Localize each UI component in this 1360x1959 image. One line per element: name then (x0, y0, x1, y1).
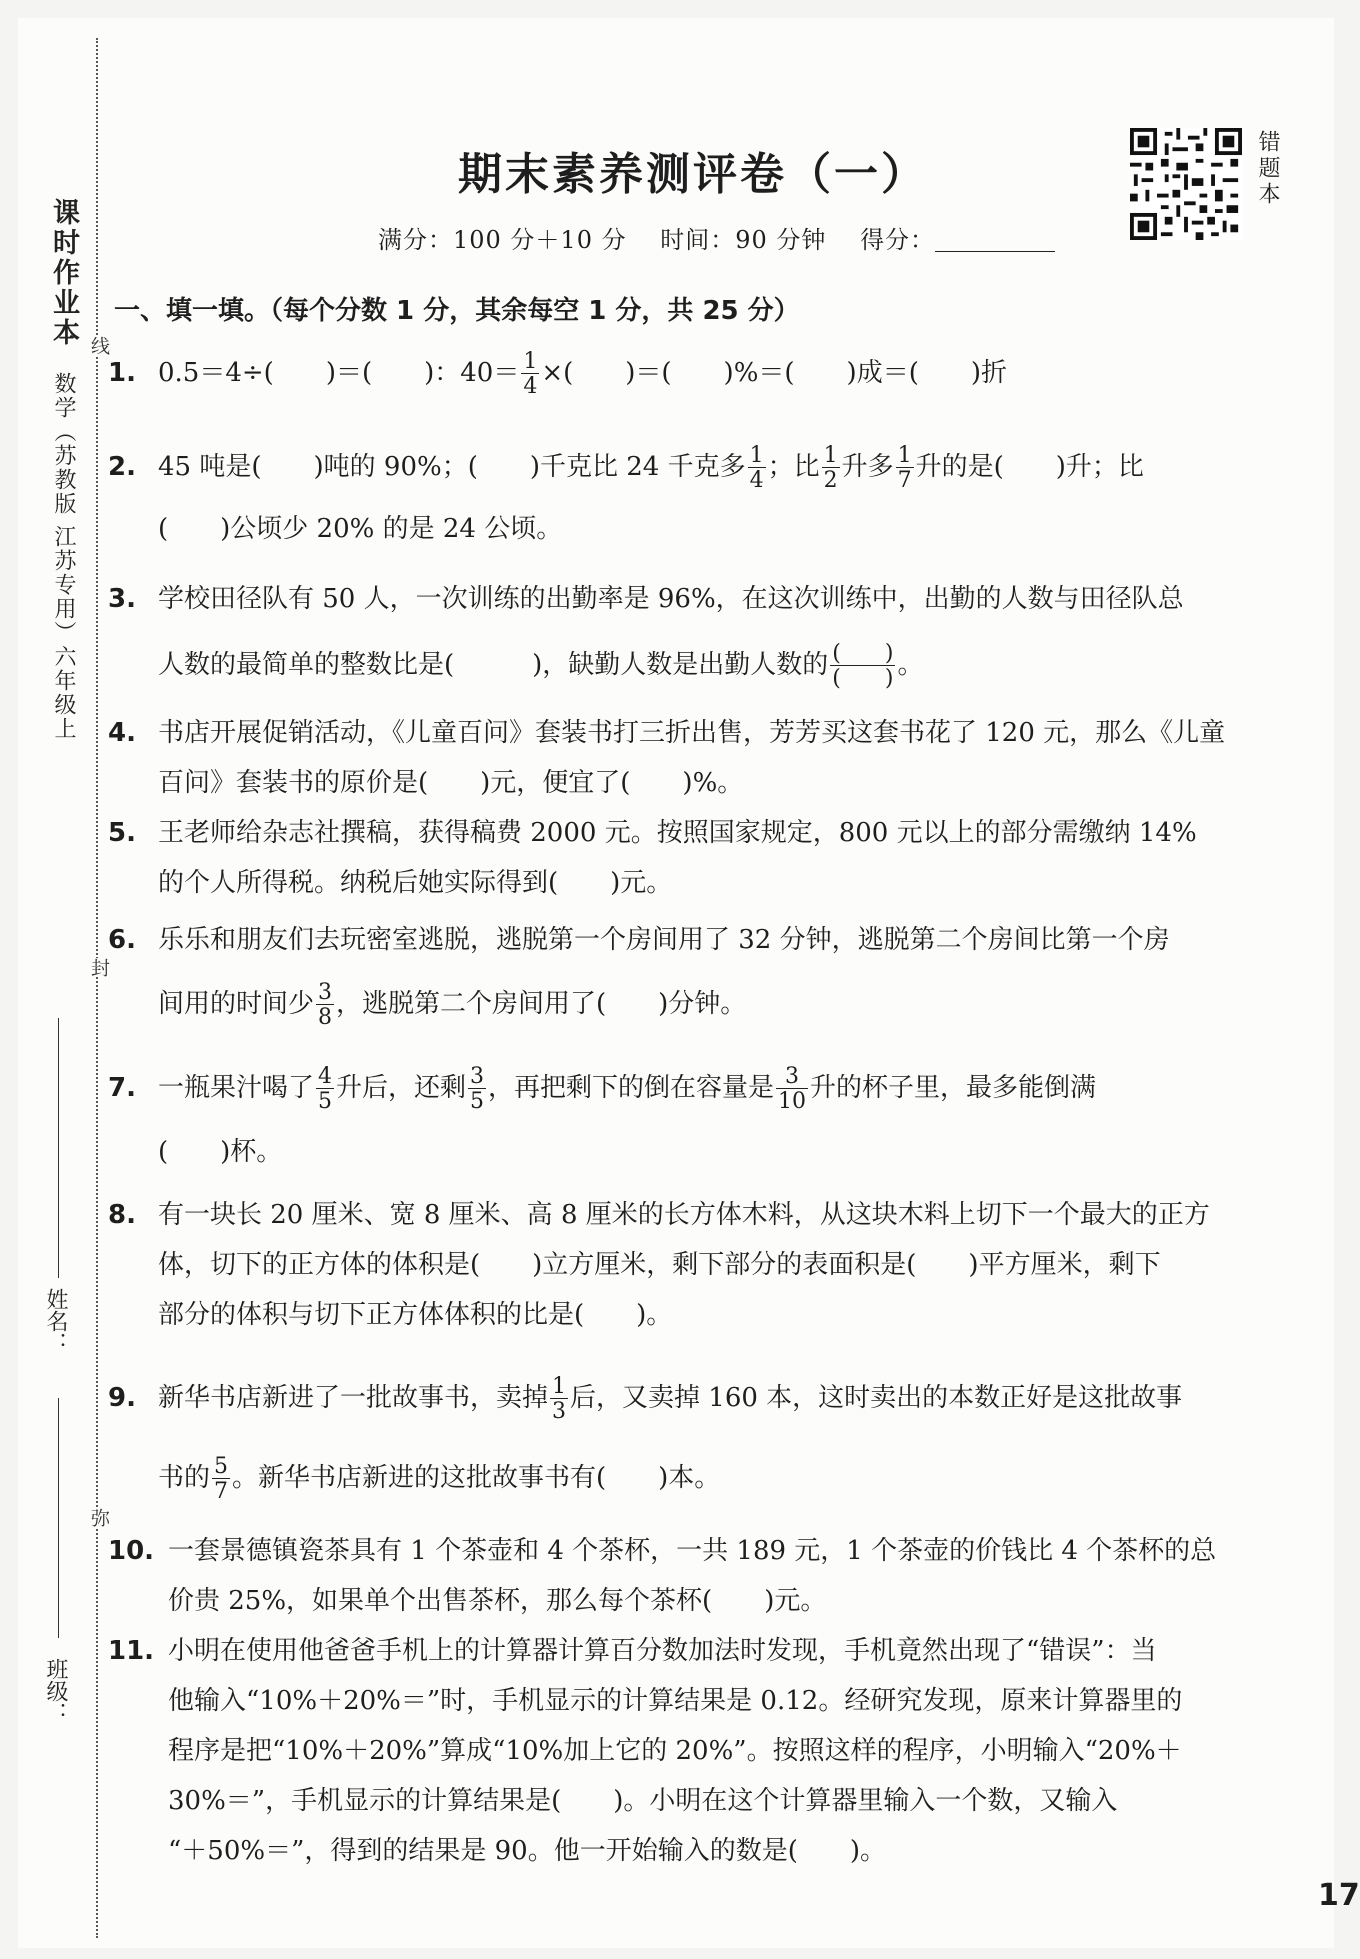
question-text: 0.5＝4÷( )＝( )：40＝ (158, 358, 520, 388)
denominator: 3 (552, 1398, 567, 1424)
full-score: 满分：100 分＋10 分 (378, 226, 627, 254)
denominator: 4 (523, 373, 538, 399)
question-text: 。新华书店新进的这批故事书有( )本。 (232, 1463, 721, 1493)
qr-code-icon[interactable] (1130, 128, 1242, 240)
line-label: 线 (86, 336, 113, 355)
question-text: 。 (897, 650, 924, 680)
fraction (212, 1453, 230, 1504)
fraction (316, 1063, 334, 1114)
question-text: 部分的体积与切下正方体体积的比是( )。 (158, 1300, 673, 1330)
fraction (822, 442, 840, 493)
question-number: 6. (108, 925, 136, 955)
question-text: “＋50%＝”，得到的结果是 90。他一开始输入的数是( )。 (168, 1836, 887, 1866)
denominator: 10 (778, 1088, 807, 1114)
question-text: 升的是( )升；比 (915, 452, 1144, 482)
question-text: 书的 (158, 1463, 211, 1493)
question-text: 升多 (841, 452, 894, 482)
numerator-blank: ( ) (832, 640, 894, 666)
question-7 (108, 1056, 1248, 1184)
page-title: 期末素养测评卷（一） (458, 149, 928, 200)
denominator: 8 (318, 1004, 333, 1030)
book-name: 课时作业本 (48, 198, 79, 348)
question-text: 乐乐和朋友们去玩密室逃脱，逃脱第一个房间用了 32 分钟，逃脱第二个房间比第一个房 (158, 925, 1170, 955)
exam-page (18, 18, 1360, 1948)
question-text: 间用的时间少 (158, 989, 315, 1019)
question-text: 升后，还剩 (336, 1073, 467, 1103)
numerator: 1 (523, 348, 538, 374)
book-edition: 数学（苏教版 江苏专用）六年级上 (51, 372, 76, 741)
page-number: 17 (1318, 1878, 1360, 1913)
dense-label: 弥 (86, 1508, 113, 1527)
question-text: 新华书店新进了一批故事书，卖掉 (158, 1383, 549, 1413)
numerator: 1 (552, 1373, 567, 1399)
question-text: 一瓶果汁喝了 (158, 1073, 315, 1103)
name-underline (58, 1018, 59, 1278)
score-field[interactable] (935, 229, 1055, 252)
question-text: ；比 (767, 452, 820, 482)
qr-label: 错题本 (1255, 130, 1280, 208)
question-5 (108, 808, 1248, 908)
question-text: 体，切下的正方体的体积是( )立方厘米，剩下部分的表面积是( )平方厘米，剩下 (158, 1250, 1161, 1280)
question-text: ( )杯。 (158, 1137, 283, 1167)
fraction (550, 1373, 568, 1424)
question-text: 后，又卖掉 160 本，这时卖出的本数正好是这批故事 (570, 1383, 1183, 1413)
numerator: 5 (214, 1453, 229, 1479)
question-number: 8. (108, 1200, 136, 1230)
question-number: 4. (108, 718, 136, 748)
question-number: 9. (108, 1383, 136, 1413)
question-text: 升的杯子里，最多能倒满 (810, 1073, 1097, 1103)
fraction (748, 442, 766, 493)
numerator: 1 (823, 442, 838, 468)
question-number: 5. (108, 818, 136, 848)
fraction (316, 979, 334, 1030)
question-number: 1. (108, 358, 136, 388)
question-text: 小明在使用他爸爸手机上的计算器计算百分数加法时发现，手机竟然出现了“错误”：当 (168, 1636, 1157, 1666)
question-number: 3. (108, 584, 136, 614)
numerator: 1 (897, 442, 912, 468)
question-text: 价贵 25%，如果单个出售茶杯，那么每个茶杯( )元。 (168, 1586, 827, 1616)
fraction (521, 348, 539, 399)
question-6 (108, 908, 1248, 1036)
numerator: 3 (776, 1066, 808, 1089)
question-11 (108, 1626, 1248, 1876)
blank-fraction[interactable] (830, 640, 895, 691)
question-1 (108, 348, 1248, 398)
denominator: 5 (318, 1088, 333, 1114)
numerator: 4 (318, 1063, 333, 1089)
binding-line (96, 38, 98, 1938)
question-number: 7. (108, 1073, 136, 1103)
question-text: 有一块长 20 厘米、宽 8 厘米、高 8 厘米的长方体木料，从这块木料上切下一个最大的正方 (158, 1200, 1210, 1230)
class-label: 班级： (43, 1658, 68, 1724)
numerator: 1 (749, 442, 764, 468)
question-number: 10. (108, 1536, 155, 1566)
exam-time: 时间：90 分钟 (660, 226, 827, 254)
question-text: 45 吨是( )吨的 90%；( )千克比 24 千克多 (158, 452, 746, 482)
denominator: 5 (470, 1088, 485, 1114)
fraction (776, 1063, 808, 1114)
denominator: 7 (214, 1478, 229, 1504)
question-text: 王老师给杂志社撰稿，获得稿费 2000 元。按照国家规定，800 元以上的部分需缴纳 14% (158, 818, 1197, 848)
question-4 (108, 708, 1248, 808)
name-label: 姓名： (43, 1288, 68, 1354)
numerator: 3 (318, 979, 333, 1005)
question-text: ( )公顷少 20% 的是 24 公顷。 (158, 514, 563, 544)
book-info (44, 198, 83, 741)
exam-meta (378, 220, 1055, 255)
question-10 (108, 1526, 1248, 1626)
question-text: 的个人所得税。纳税后她实际得到( )元。 (158, 868, 673, 898)
question-9 (108, 1358, 1248, 1518)
question-text: ，逃脱第二个房间用了( )分钟。 (336, 989, 747, 1019)
class-underline (58, 1398, 59, 1638)
question-text: 程序是把“10%＋20%”算成“10%加上它的 20%”。按照这样的程序，小明输入“20%＋ (168, 1736, 1182, 1766)
question-text: 人数的最简单的整数比是( )，缺勤人数是出勤人数的 (158, 650, 829, 680)
seal-label: 封 (86, 958, 113, 977)
question-text: 书店开展促销活动，《儿童百问》套装书打三折出售，芳芳买这套书花了 120 元，那么《儿童 (158, 718, 1226, 748)
denominator: 4 (749, 467, 764, 493)
score-label: 得分： (860, 226, 936, 254)
fraction (896, 442, 914, 493)
question-text: ×( )＝( )%＝( )成＝( )折 (541, 358, 1007, 388)
question-number: 2. (108, 452, 136, 482)
question-3 (108, 566, 1248, 698)
numerator: 3 (470, 1063, 485, 1089)
fraction (468, 1063, 486, 1114)
question-text: 一套景德镇瓷茶具有 1 个茶壶和 4 个茶杯，一共 189 元，1 个茶壶的价钱比 4 个茶杯的总 (168, 1536, 1217, 1566)
question-2 (108, 436, 1248, 560)
question-8 (108, 1190, 1248, 1340)
denominator: 7 (897, 467, 912, 493)
denominator: 2 (823, 467, 838, 493)
question-text: 他输入“10%＋20%＝”时，手机显示的计算结果是 0.12。经研究发现，原来计算器里的 (168, 1686, 1183, 1716)
section-heading: 一、填一填。（每个分数 1 分，其余每空 1 分，共 25 分） (114, 296, 800, 326)
question-text: 学校田径队有 50 人，一次训练的出勤率是 96%，在这次训练中，出勤的人数与田径队总 (158, 584, 1184, 614)
question-text: ，再把剩下的倒在容量是 (488, 1073, 775, 1103)
question-number: 11. (108, 1636, 155, 1666)
question-text: 百问》套装书的原价是( )元，便宜了( )%。 (158, 768, 744, 798)
denominator-blank: ( ) (832, 665, 894, 691)
question-text: 30%＝”，手机显示的计算结果是( )。小明在这个计算器里输入一个数，又输入 (168, 1786, 1118, 1816)
